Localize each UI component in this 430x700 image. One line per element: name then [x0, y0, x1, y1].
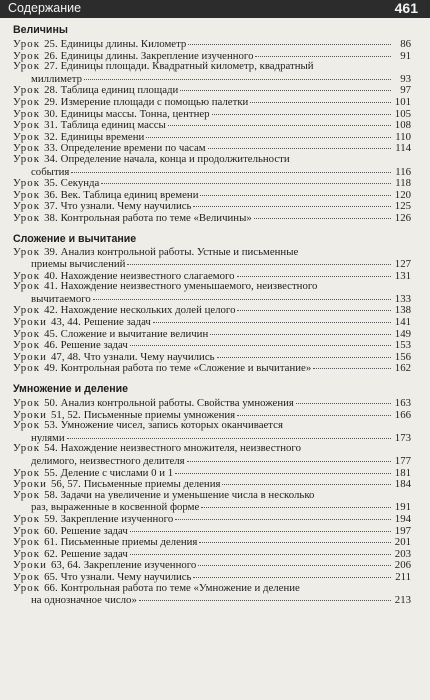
lesson-page-number: 213: [394, 594, 411, 607]
lesson-page-number: 125: [394, 200, 411, 213]
lesson-label: Урок: [13, 442, 41, 455]
lesson-number: 49.: [44, 362, 58, 375]
lesson-number: 28.: [44, 84, 58, 97]
lesson-label: Урок: [13, 488, 41, 501]
dot-leader: [139, 592, 391, 601]
dot-leader: [237, 407, 391, 416]
header-title: Содержание: [8, 1, 82, 15]
lesson-title: Закрепление изученного: [60, 512, 174, 525]
dot-leader: [254, 210, 391, 219]
dot-leader: [237, 268, 391, 277]
lesson-page-number: 120: [394, 188, 411, 201]
lesson-title: вычитаемого: [31, 292, 91, 305]
toc-entry[interactable]: [13, 247, 411, 270]
lesson-number: 40.: [44, 269, 58, 282]
lesson-page-number: 141: [394, 316, 411, 329]
lesson-title: Письменные приемы умножения: [83, 408, 236, 421]
lesson-title: Нахождение неизвестного множителя, неизвестного: [60, 442, 301, 455]
dot-leader: [208, 140, 391, 149]
lesson-title: приемы вычислений: [31, 258, 126, 271]
lesson-number: 62.: [44, 547, 58, 560]
lesson-title: Контрольная работа по теме «Величины»: [60, 211, 252, 224]
lesson-label: Урок: [13, 119, 41, 132]
dot-leader: [93, 291, 391, 300]
lesson-page-number: 156: [394, 350, 411, 363]
lesson-number: 47, 48.: [51, 350, 81, 363]
dot-leader: [187, 453, 391, 462]
lesson-label: Урок: [13, 536, 41, 549]
lesson-number: 42.: [44, 304, 58, 317]
dot-leader: [84, 71, 391, 80]
lesson-page-number: 201: [394, 536, 411, 549]
lesson-label: Урок: [13, 95, 41, 108]
lesson-page-number: 91: [400, 49, 411, 62]
lesson-title: Единицы длины. Километр: [60, 38, 187, 50]
lesson-number: 51, 52.: [51, 408, 81, 421]
lesson-title: Определение времени по часам: [60, 142, 206, 155]
lesson-label: Урок: [13, 570, 41, 583]
lesson-title: Решение задач: [60, 524, 128, 537]
lesson-label: Урок: [13, 177, 41, 190]
lesson-number: 39.: [44, 245, 58, 258]
lesson-label: Уроки: [13, 559, 48, 572]
lesson-label: Урок: [13, 84, 41, 97]
lesson-label: Урок: [13, 339, 41, 352]
table-of-contents: [13, 22, 411, 606]
lesson-number: 31.: [44, 119, 58, 132]
lesson-label: Уроки: [13, 316, 48, 329]
lesson-number: 45.: [44, 327, 58, 340]
lesson-page-number: 101: [394, 95, 411, 108]
lesson-page-number: 138: [394, 304, 411, 317]
dot-leader: [201, 499, 391, 508]
lesson-title: Единицы длины. Закрепление изученного: [60, 49, 254, 62]
lesson-title: Век. Таблица единиц времени: [60, 188, 199, 201]
lesson-title: Деление с числами 0 и 1: [60, 466, 174, 479]
lesson-title: Таблица единиц площади: [60, 84, 179, 97]
lesson-title: Что узнали. Чему научились: [60, 200, 192, 213]
lesson-number: 46.: [44, 339, 58, 352]
lesson-label: Уроки: [13, 478, 48, 491]
dot-leader: [188, 36, 391, 45]
lesson-title: Единицы времени: [60, 130, 145, 143]
lesson-page-number: 194: [394, 512, 411, 525]
lesson-label: Уроки: [13, 350, 48, 363]
lesson-page-number: 108: [394, 119, 411, 132]
lesson-title: Закрепление изученного: [83, 559, 197, 572]
dot-leader: [250, 94, 391, 103]
lesson-number: 41.: [44, 280, 58, 293]
dot-leader: [130, 523, 391, 532]
lesson-title: Измерение площади с помощью палетки: [60, 95, 249, 108]
lesson-page-number: 163: [394, 397, 411, 410]
lesson-label: Урок: [13, 142, 41, 155]
dot-leader: [198, 557, 391, 566]
dot-leader: [146, 129, 391, 138]
lesson-label: Урок: [13, 60, 41, 73]
lesson-title: Задачи на увеличение и уменьшение числа в несколько: [60, 488, 315, 501]
lesson-title: события: [31, 165, 70, 178]
dot-leader: [212, 106, 391, 115]
toc-entry[interactable]: [13, 212, 411, 224]
lesson-title: Нахождение неизвестного уменьшаемого, неизвестного: [60, 280, 318, 293]
lesson-number: 56, 57.: [51, 478, 81, 491]
lesson-number: 65.: [44, 570, 58, 583]
lesson-number: 30.: [44, 107, 58, 120]
lesson-number: 63, 64.: [51, 559, 81, 572]
lesson-label: Урок: [13, 581, 41, 594]
lesson-number: 61.: [44, 536, 58, 549]
lesson-number: 50.: [44, 397, 58, 410]
lesson-number: 53.: [44, 419, 58, 432]
lesson-number: 36.: [44, 188, 58, 201]
dot-leader: [127, 256, 391, 265]
lesson-title: Решение задач: [60, 339, 128, 352]
lesson-number: 34.: [44, 152, 58, 165]
lesson-label: Урок: [13, 512, 41, 525]
lesson-title: Единицы площади. Квадратный километр, квадратный: [60, 60, 314, 73]
dot-leader: [296, 395, 391, 404]
dot-leader: [193, 198, 391, 207]
lesson-label: Урок: [13, 245, 41, 258]
page-number: 461: [394, 0, 418, 16]
lesson-title: Анализ контрольной работы. Устные и письменные: [60, 245, 299, 258]
lesson-label: Урок: [13, 269, 41, 282]
lesson-page-number: 177: [394, 455, 411, 467]
lesson-page-number: 206: [394, 559, 411, 572]
lesson-title: Таблица единиц массы: [60, 119, 166, 132]
lesson-title: Секунда: [60, 177, 100, 190]
lesson-page-number: 127: [394, 258, 411, 271]
lesson-title: нулями: [31, 431, 65, 444]
dot-leader: [200, 187, 391, 196]
toc-entry[interactable]: [13, 583, 411, 606]
lesson-page-number: 191: [394, 501, 411, 514]
lesson-label: Урок: [13, 188, 41, 201]
toc-section: [13, 24, 411, 224]
lesson-page-number: 173: [394, 431, 411, 444]
dot-leader: [210, 326, 391, 335]
lesson-label: Урок: [13, 547, 41, 560]
dot-leader: [130, 337, 391, 346]
lesson-page-number: 181: [394, 466, 411, 479]
dot-leader: [237, 302, 391, 311]
lesson-title: миллиметр: [31, 72, 83, 85]
dot-leader: [193, 569, 391, 578]
page-header: [0, 0, 430, 18]
lesson-number: 25.: [44, 38, 58, 50]
lesson-number: 38.: [44, 211, 58, 224]
lesson-number: 60.: [44, 524, 58, 537]
dot-leader: [255, 48, 391, 57]
toc-entry[interactable]: [13, 443, 411, 466]
section-title: Величины: [13, 24, 68, 36]
lesson-label: Урок: [13, 419, 41, 432]
lesson-label: Урок: [13, 304, 41, 317]
lesson-number: 54.: [44, 442, 58, 455]
lesson-title: Письменные приемы деления: [83, 478, 221, 491]
lesson-label: Урок: [13, 38, 41, 50]
lesson-title: на однозначное число»: [31, 594, 137, 607]
lesson-page-number: 116: [395, 165, 411, 178]
dot-leader: [180, 82, 391, 91]
lesson-page-number: 97: [400, 84, 411, 97]
lesson-label: Урок: [13, 280, 41, 293]
lesson-label: Урок: [13, 397, 41, 410]
lesson-title: Единицы массы. Тонна, центнер: [60, 107, 210, 120]
dot-leader: [130, 546, 391, 555]
dot-leader: [175, 465, 391, 474]
lesson-label: Урок: [13, 466, 41, 479]
lesson-label: Урок: [13, 49, 41, 62]
dot-leader: [168, 117, 391, 126]
section-title: Сложение и вычитание: [13, 232, 137, 245]
lesson-title: Сложение и вычитание величин: [60, 327, 209, 340]
lesson-page-number: 110: [395, 130, 411, 143]
lesson-title: Контрольная работа по теме «Умножение и деление: [60, 581, 300, 594]
dot-leader: [175, 511, 391, 520]
dot-leader: [67, 430, 391, 439]
lesson-number: 29.: [44, 95, 58, 108]
lesson-page-number: 118: [395, 177, 411, 190]
dot-leader: [217, 349, 391, 358]
lesson-page-number: 133: [394, 292, 411, 305]
lesson-page-number: 197: [394, 524, 411, 537]
lesson-number: 26.: [44, 49, 58, 62]
lesson-title: Нахождение нескольких долей целого: [60, 304, 236, 317]
lesson-number: 32.: [44, 130, 58, 143]
toc-entry[interactable]: [13, 362, 411, 374]
lesson-page-number: 86: [400, 38, 411, 50]
lesson-title: Анализ контрольной работы. Свойства умножения: [60, 397, 294, 410]
lesson-page-number: 114: [395, 142, 411, 155]
lesson-title: Нахождение неизвестного слагаемого: [60, 269, 235, 282]
lesson-page-number: 162: [394, 362, 411, 375]
lesson-title: раз, выраженные в косвенной форме: [31, 501, 200, 514]
lesson-title: Решение задач: [60, 547, 128, 560]
lesson-label: Урок: [13, 200, 41, 213]
lesson-page-number: 211: [395, 570, 411, 583]
lesson-number: 55.: [44, 466, 58, 479]
lesson-label: Урок: [13, 524, 41, 537]
lesson-number: 58.: [44, 488, 58, 501]
lesson-title: Контрольная работа по теме «Сложение и вычитание»: [60, 362, 312, 375]
dot-leader: [101, 175, 391, 184]
lesson-page-number: 203: [394, 547, 411, 560]
toc-entry[interactable]: [13, 61, 411, 84]
lesson-label: Урок: [13, 152, 41, 165]
dot-leader: [71, 164, 391, 173]
lesson-title: Умножение чисел, запись которых оканчивается: [60, 419, 283, 432]
toc-section: [13, 233, 411, 375]
lesson-number: 33.: [44, 142, 58, 155]
lesson-number: 35.: [44, 177, 58, 190]
lesson-label: Урок: [13, 211, 41, 224]
lesson-title: делимого, неизвестного делителя: [31, 455, 185, 467]
dot-leader: [199, 534, 391, 543]
section-title: Умножение и деление: [13, 383, 128, 396]
lesson-label: Урок: [13, 362, 41, 375]
lesson-title: Что узнали. Чему научились: [60, 570, 192, 583]
lesson-number: 37.: [44, 200, 58, 213]
lesson-page-number: 153: [394, 339, 411, 352]
lesson-number: 43, 44.: [51, 316, 81, 329]
dot-leader: [222, 476, 391, 485]
lesson-title: Что узнали. Чему научились: [83, 350, 215, 363]
lesson-number: 27.: [44, 60, 58, 73]
toc-section: [13, 383, 411, 606]
lesson-label: Урок: [13, 130, 41, 143]
lesson-page-number: 166: [394, 408, 411, 421]
lesson-page-number: 184: [394, 478, 411, 491]
lesson-page-number: 149: [394, 327, 411, 340]
lesson-number: 59.: [44, 512, 58, 525]
toc-entry[interactable]: [13, 154, 411, 177]
dot-leader: [313, 360, 391, 369]
toc-entry[interactable]: [13, 420, 411, 443]
lesson-title: Письменные приемы деления: [60, 536, 198, 549]
lesson-page-number: 105: [394, 107, 411, 120]
lesson-title: Решение задач: [83, 316, 151, 329]
lesson-label: Урок: [13, 107, 41, 120]
lesson-number: 66.: [44, 581, 58, 594]
lesson-title: Определение начала, конца и продолжительности: [60, 152, 290, 165]
toc-entry[interactable]: [13, 490, 411, 513]
lesson-page-number: 93: [400, 72, 411, 85]
lesson-page-number: 126: [394, 211, 411, 224]
lesson-label: Урок: [13, 327, 41, 340]
dot-leader: [153, 314, 391, 323]
toc-entry[interactable]: [13, 571, 411, 583]
lesson-page-number: 131: [394, 269, 411, 282]
toc-entry[interactable]: [13, 281, 411, 304]
lesson-label: Уроки: [13, 408, 48, 421]
